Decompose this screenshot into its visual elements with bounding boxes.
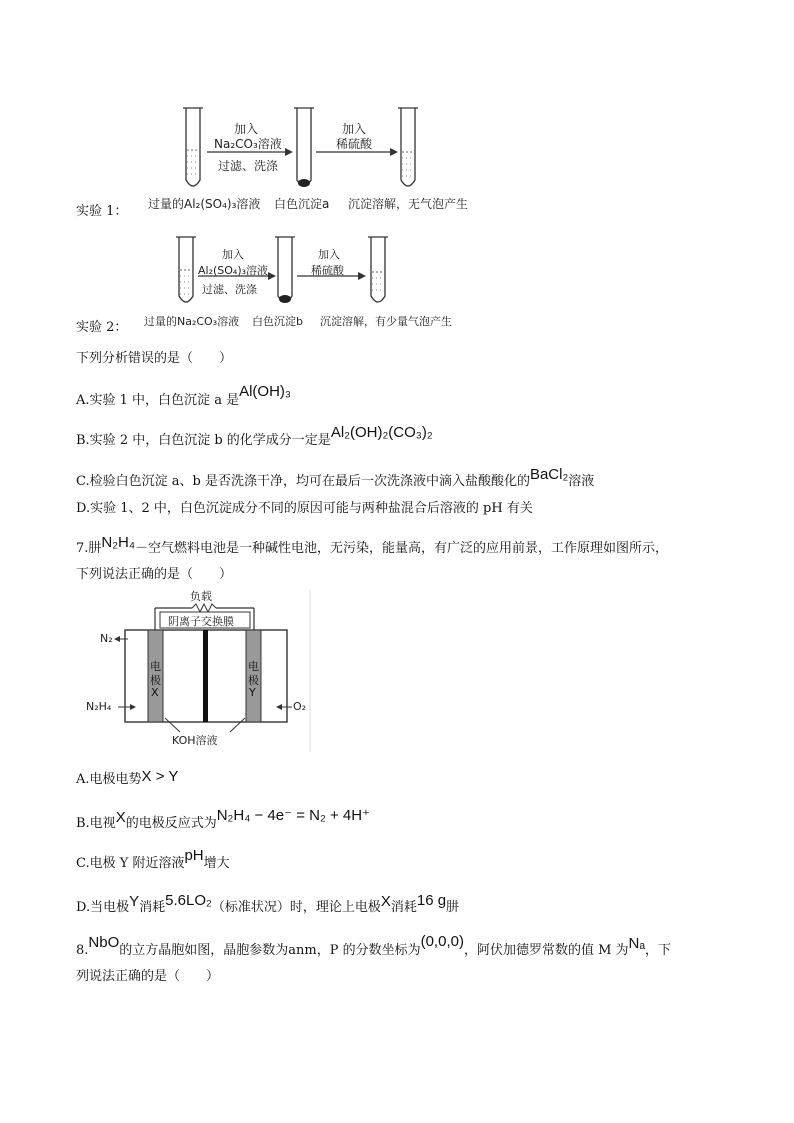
q7-option-d [76,892,460,916]
fig-load-label: 负载 [190,590,212,603]
q7-a-formula: X > Y [141,768,179,785]
q7-b-text: B.电视 [76,816,116,831]
load-resistor [192,604,216,612]
exp2-tube2-caption: 白色沉淀b [252,315,303,328]
q7-d-mid3: 消耗 [390,900,417,915]
exp1-tube3-caption: 沉淀溶解，无气泡产生 [348,197,469,211]
q8-coord: (0,0,0) [420,933,464,950]
q8-text2: ，阿伏加德罗常数的值 M 为 [463,943,629,958]
q7-stem-pre: 7.肼 [76,541,102,556]
exp1-arrow1-bot: 过滤、洗涤 [218,159,279,173]
q8-text1: 的立方晶胞如图，晶胞参数为anm，P 的分数坐标为 [119,943,421,958]
q7-d-y: Y [129,893,140,910]
fig-y-char1: 电 [248,660,259,673]
q7-c-formula: pH [184,847,204,864]
exp1-label: 实验 1： [76,204,128,219]
fig-koh-label: KOH溶液 [172,734,218,747]
exp2-arrow1-top: 加入 [222,248,244,261]
fig-y-char2: 极 [248,674,259,687]
exp1-arrow2-top: 加入 [342,122,367,136]
fig-x-char1: 电 [150,660,161,673]
q7-b-x: X [115,809,126,826]
q7-b-mid: 的电极反应式为 [125,816,217,831]
exp2-arrow1-mid: Al₂(SO₄)₃溶液 [198,264,269,277]
exp2-tube1-caption: 过量的Na₂CO₃溶液 [144,315,240,328]
q8-na: Nₐ [628,935,645,952]
q7-stem-formula: N₂H₄ [101,534,136,551]
q6-option-d: D.实验 1、2 中，白色沉淀成分不同的原因可能与两种盐混合后溶液的 pH 有关 [76,501,533,516]
exp1-tube1-caption: 过量的Al₂(SO₄)₃溶液 [148,197,261,211]
q8-pre: 8. [76,943,89,958]
q8-stem-line1 [76,933,671,959]
q7-stem-line2: 下列说法正确的是（ ） [76,567,233,582]
q8-stem-line2: 列说法正确的是（ ） [76,969,220,984]
q7-c-text: C.电极 Y 附近溶液 [76,856,185,871]
q6-c-tail: 溶液 [568,474,595,489]
q7-option-b [76,807,370,832]
q7-d-x: X [380,893,391,910]
q7-a-text: A.电极电势 [76,772,142,787]
exp2-arrow2-bot: 稀硫酸 [311,264,344,277]
exp1-arrow2-bot: 稀硫酸 [336,137,373,151]
q6-c-formula: BaCl₂ [529,466,569,483]
fig-membrane-label: 阴离子交换膜 [168,615,234,628]
q7-option-a [76,768,179,788]
q7-d-mid2: （标准状况）时，理论上电极 [211,900,381,915]
q6-a-formula: Al(OH)₃ [239,383,292,400]
fig-n2h4-label: N₂H₄ [86,700,112,713]
q7-d-formula1: 5.6LO₂ [165,892,212,909]
q6-stem: 下列分析错误的是（ ） [76,351,233,366]
q7-b-formula: N₂H₄ − 4e⁻ = N₂ + 4H⁺ [216,807,370,824]
q7-c-tail: 增大 [203,856,230,871]
fig-o2-label: O₂ [293,700,307,713]
q8-text3: ，下 [644,943,671,958]
q6-b-formula: Al₂(OH)₂(CO₃)₂ [330,424,433,441]
q7-d-formula2: 16 g [416,892,447,909]
q7-d-text: D.当电极 [76,900,130,915]
exp1-arrow1-top: 加入 [234,122,259,136]
exp2-tube3-caption: 沉淀溶解，有少量气泡产生 [320,315,452,328]
exp2-arrow2-top: 加入 [318,248,340,261]
exp1-arrow1-mid: Na₂CO₃溶液 [214,137,282,151]
q7-d-tail: 肼 [446,900,460,915]
fig-x-char3: X [151,686,159,699]
exp1-tube2-caption: 白色沉淀a [274,197,330,211]
q7-stem-post: －空气燃料电池是一种碱性电池，无污染，能量高，有广泛的应用前景，工作原理如图所示， [135,541,669,556]
q7-option-c [76,847,230,872]
q6-a-text: A.实验 1 中，白色沉淀 a 是 [76,393,240,408]
exp2-arrow1-bot: 过滤、洗涤 [202,283,257,296]
q6-c-text: C.检验白色沉淀 a、b 是否洗涤干净，均可在最后一次洗涤液中滴入盐酸酸化的 [76,474,530,489]
exp2-label: 实验 2： [76,320,128,335]
q8-formula: NbO [88,934,120,951]
fig-n2-label: N₂ [100,632,113,645]
fig-x-char2: 极 [150,674,161,687]
membrane [203,630,208,722]
q6-b-text: B.实验 2 中，白色沉淀 b 的化学成分一定是 [76,433,331,448]
fig-y-char3: Y [249,686,256,699]
q7-d-mid1: 消耗 [139,900,166,915]
